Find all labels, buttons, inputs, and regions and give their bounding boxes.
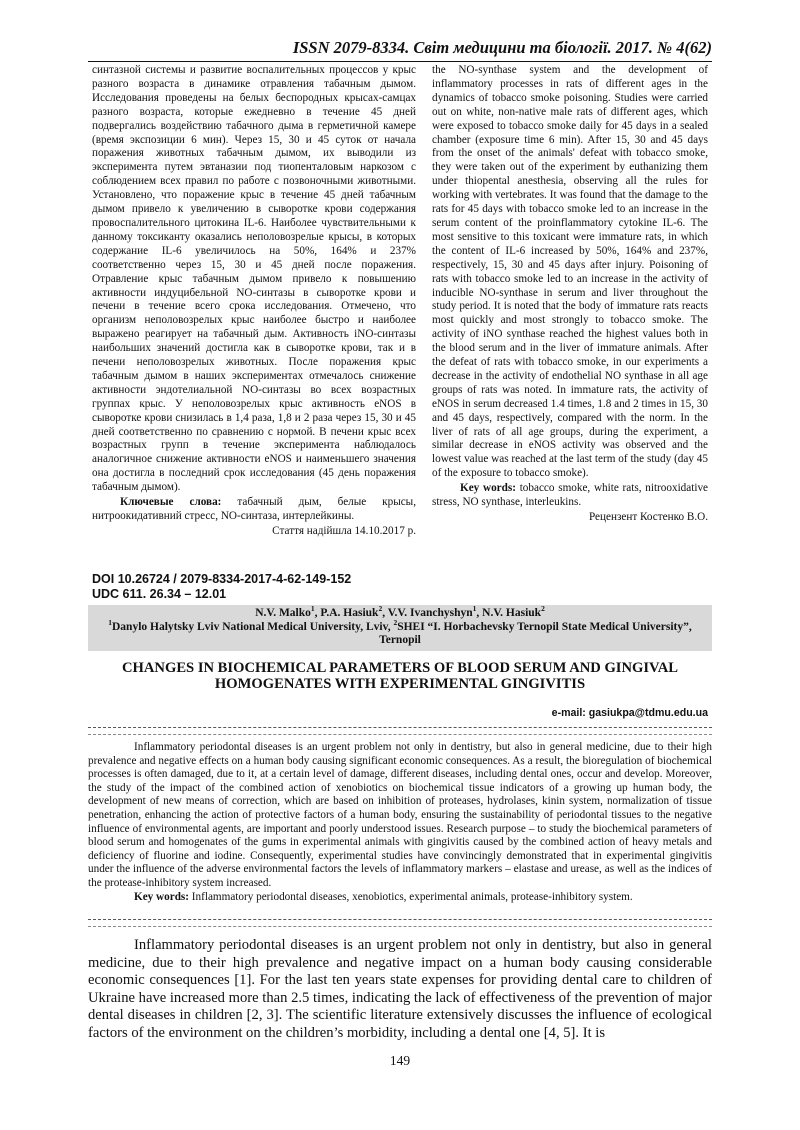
reviewer: Рецензент Костенко В.О. xyxy=(588,511,708,523)
prev-article-right-column xyxy=(432,64,708,525)
affiliation-2: SHEI “I. Horbachevsky Ternopil State Medical University”, xyxy=(397,620,692,633)
article-title: CHANGES IN BIOCHEMICAL PARAMETERS OF BLOOD SERUM AND GINGIVAL HOMOGENATES WITH EXPERIMENTAL GINGIVITIS xyxy=(122,660,678,692)
article-abstract xyxy=(88,741,712,904)
author-affiliation-mark: 1 xyxy=(310,604,315,614)
abstract-text: Inflammatory periodontal diseases is an urgent problem not only in dentistry, but also in general medicine, due to their high prevalence and negative effects on a human body causing significant economic consequences. As a result, the bioregulation of biochemical processes is often damaged, due to it, at a certain level of damage, different diseases, including dental ones, occur and develop. Moreover, the study of the impact of the combined action of xenobiotics on biochemical tissue indicators of a growing up human body, the development of new means of correction, which are based on inhibition of proteases, hydrolases, kinin system, normalization of tissue penetration, enhancing the action of protective factors of a human body, ensuring the sustainability of periodontal tissues to the negative influence of environmental agents, are important and poorly understood issues. Research purpose – to study the biochemical parameters of blood serum and homogenates of the gums in experimental animals with gingivitis caused by the combined action of heavy metals and deficiency of fluorine and iodine. Consequently, experimental studies have convincingly demonstrated that in experimental gingivitis under the influence of the adverse environmental factors the levels of inflammatory markers – elastase and urease, as well as the indices of the protease-inhibitory system increased. xyxy=(88,741,712,889)
article-body xyxy=(88,937,712,1043)
article-keywords xyxy=(88,891,712,905)
author-name: N.V. Hasiuk xyxy=(482,607,542,619)
divider xyxy=(88,919,712,920)
divider xyxy=(88,926,712,927)
divider xyxy=(88,734,712,735)
page-number: 149 xyxy=(389,1053,411,1068)
body-paragraph: Inflammatory periodontal diseases is an urgent problem not only in dentistry, but also in general medicine, due to their high prevalence and negative impact on a human body causing considerable economic consequences [1]. For the last ten years state expenses for providing dental care to children of Ukraine have increased more than 2.5 times, indicating the lack of effectiveness of the prevention of major dental diseases in children [2, 3]. The scientific literature extensively discusses the influence of ecological factors of the environment on the children’s morbidity, including a dental one [4, 5]. It is xyxy=(88,937,712,1041)
journal-header: ISSN 2079-8334. Світ медицини та біології. 2017. № 4(62) xyxy=(88,38,712,62)
prev-article-left-column xyxy=(92,64,416,539)
author-name: N.V. Malko xyxy=(255,607,311,619)
affiliations: $^1$Danylo Halytsky Lviv National Medical University, Lviv, $^2$SHEI “I. Horbachevsky Ternopil State Medical University”, xyxy=(108,617,692,633)
received-date: Стаття надійшла 14.10.2017 р. xyxy=(272,524,416,537)
contact-email[interactable]: e-mail: gasiukpa@tdmu.edu.ua xyxy=(551,707,708,719)
article-identifiers xyxy=(92,572,351,602)
keywords-label: Key words: xyxy=(134,890,189,903)
keywords-label: Ключевые слова: xyxy=(120,496,222,509)
prev-abstract-english: the NO-synthase system and the development of inflammatory processes in rats of different ages in the dynamics of tobacco smoke poisoning. Studies were carried out on white, non-native male rats of different ages, which were exposed to tobacco smoke daily for 45 days in a sealed chamber (exposure time 6 min). After 15, 30 and 45 days from the onset of the animals' defeat with tobacco smoke, they were taken out of the experiment by euthanizing them under thiopental anesthesia, observing all the rules for working with vertebrates. It was found that the damage to the rats for 45 days with tobacco smoke led to an increase in the serum content of the proinflammatory cytokine IL-6. The most sensitive to this toxicant were immature rats, in which the content of IL-6 increased by 50%, 164% and 237%, respectively, 15, 30 and 45 days after injury. Poisoning of rats with tobacco smoke led to an increase in the activity of inducible NO-synthase in serum and liver throughout the study period. It is noted that the body of immature rats reacts most quickly and most strongly to tobacco smoke. The activity of iNO synthase reached the highest values both in the blood serum and in the liver of immature animals. After the defeat of rats with tobacco smoke, in our experiments a decrease in the activity of endothelial NO synthase in all age groups of rats was noted. In immature rats, the activity of eNOS in serum decreased 1.4 times, 1.8 and 2 times in 15, 30 and 45 days, respectively, compared with the norm. In the liver of rats of all age groups, during the experiment, a similar decrease in eNOS activity was observed and the lowest value was reached at the last term of the study (day 45 of the exposure to tobacco smoke). xyxy=(432,64,708,480)
prev-abstract-russian: синтазной системы и развитие воспалительных процессов у крыс разного возраста в динамике отравления табачным дымом. Исследования проведены на белых беспородных крысах-самцах разного возраста, которые ежедневно в течение 45 дней подвергались воздействию табачного дыма в герметичной камере (время экспозиции 6 мин). Через 15, 30 и 45 суток от начала поражения животных табачным дымом, их выводили из эксперимента путем эвтаназии под тиопенталовым наркозом с соблюдением всех правил по работе с позвоночными животными. Установлено, что поражение крыс в течение 45 дней табачным дымом привело к увеличению в сыворотке крови содержания провоспалительного цитокина IL-6. Наиболее чувствительными к данному токсиканту оказались неполовозрелые крысы, в которых содержание IL-6 увеличилось на 50%, 164% и 237% соответственно через 15, 30 и 45 дней после поражения. Отравление крыс табачным дымом привело к повышению активности индуцибельной NO-синтазы в сыворотке крови и печени в течение всего срока исследования. Отмечено, что организм неполовозрелых крыс наиболее быстро и наиболее выражено реагирует на табачный дым. Активность iNO-синтазы наибольших значений достигла как в сыворотке крови, так и в печени неполовозрелых животных. После поражения крыс табачным дымом в наших экспериментах отмечалось снижение активности эндотелиальной NO-синтазы во всех возрастных группах крыс. У неполовозрелых крыс активность eNOS в сыворотке крови снизилась в 1,4 раза, 1,8 и 2 раза через 15, 30 и 45 дней соответственно по сравнению с нормой. В печени крыс всех возрастных групп в течение эксперимента наблюдалось аналогичное снижение активности eNOS и наименьшего значения она достигла в последний срок исследования (45 день поражения табачным дымом). xyxy=(92,64,416,494)
divider xyxy=(88,727,712,728)
author-affiliation-mark: 2 xyxy=(378,604,383,614)
author-name: P.A. Hasiuk xyxy=(320,607,379,619)
doi[interactable]: DOI 10.26724 / 2079-8334-2017-4-62-149-152 xyxy=(92,572,352,586)
prev-keywords-russian xyxy=(92,496,416,524)
keywords-text: tobacco smoke, white rats, nitrooxidative stress, NO synthase, interleukins. xyxy=(432,482,709,509)
affiliation-2-city: Ternopil xyxy=(379,634,421,646)
keywords-text: Inflammatory periodontal diseases, xenobiotics, experimental animals, protease-inhibitory system. xyxy=(189,890,633,903)
affiliation-1: Danylo Halytsky Lviv National Medical University, Lviv, xyxy=(112,620,394,633)
authors-block xyxy=(88,605,712,651)
prev-keywords-english xyxy=(432,482,708,510)
author-affiliation-mark: 1 xyxy=(472,604,477,614)
keywords-text: табачный дым, белые крысы, нитроокидативний стресс, NO-синтаза, интерлейкины. xyxy=(92,496,416,522)
author-name: V.V. Ivanchyshyn xyxy=(387,607,473,619)
udc: UDC 611. 26.34 – 12.01 xyxy=(92,587,227,601)
keywords-label: Key words: xyxy=(460,482,516,495)
author-affiliation-mark: 2 xyxy=(541,604,545,614)
author-list: N.V. Malko$^1$, P.A. Hasiuk$^2$, V.V. Ivanchyshyn$^1$, N.V. Hasiuk$^2$ xyxy=(255,604,545,619)
